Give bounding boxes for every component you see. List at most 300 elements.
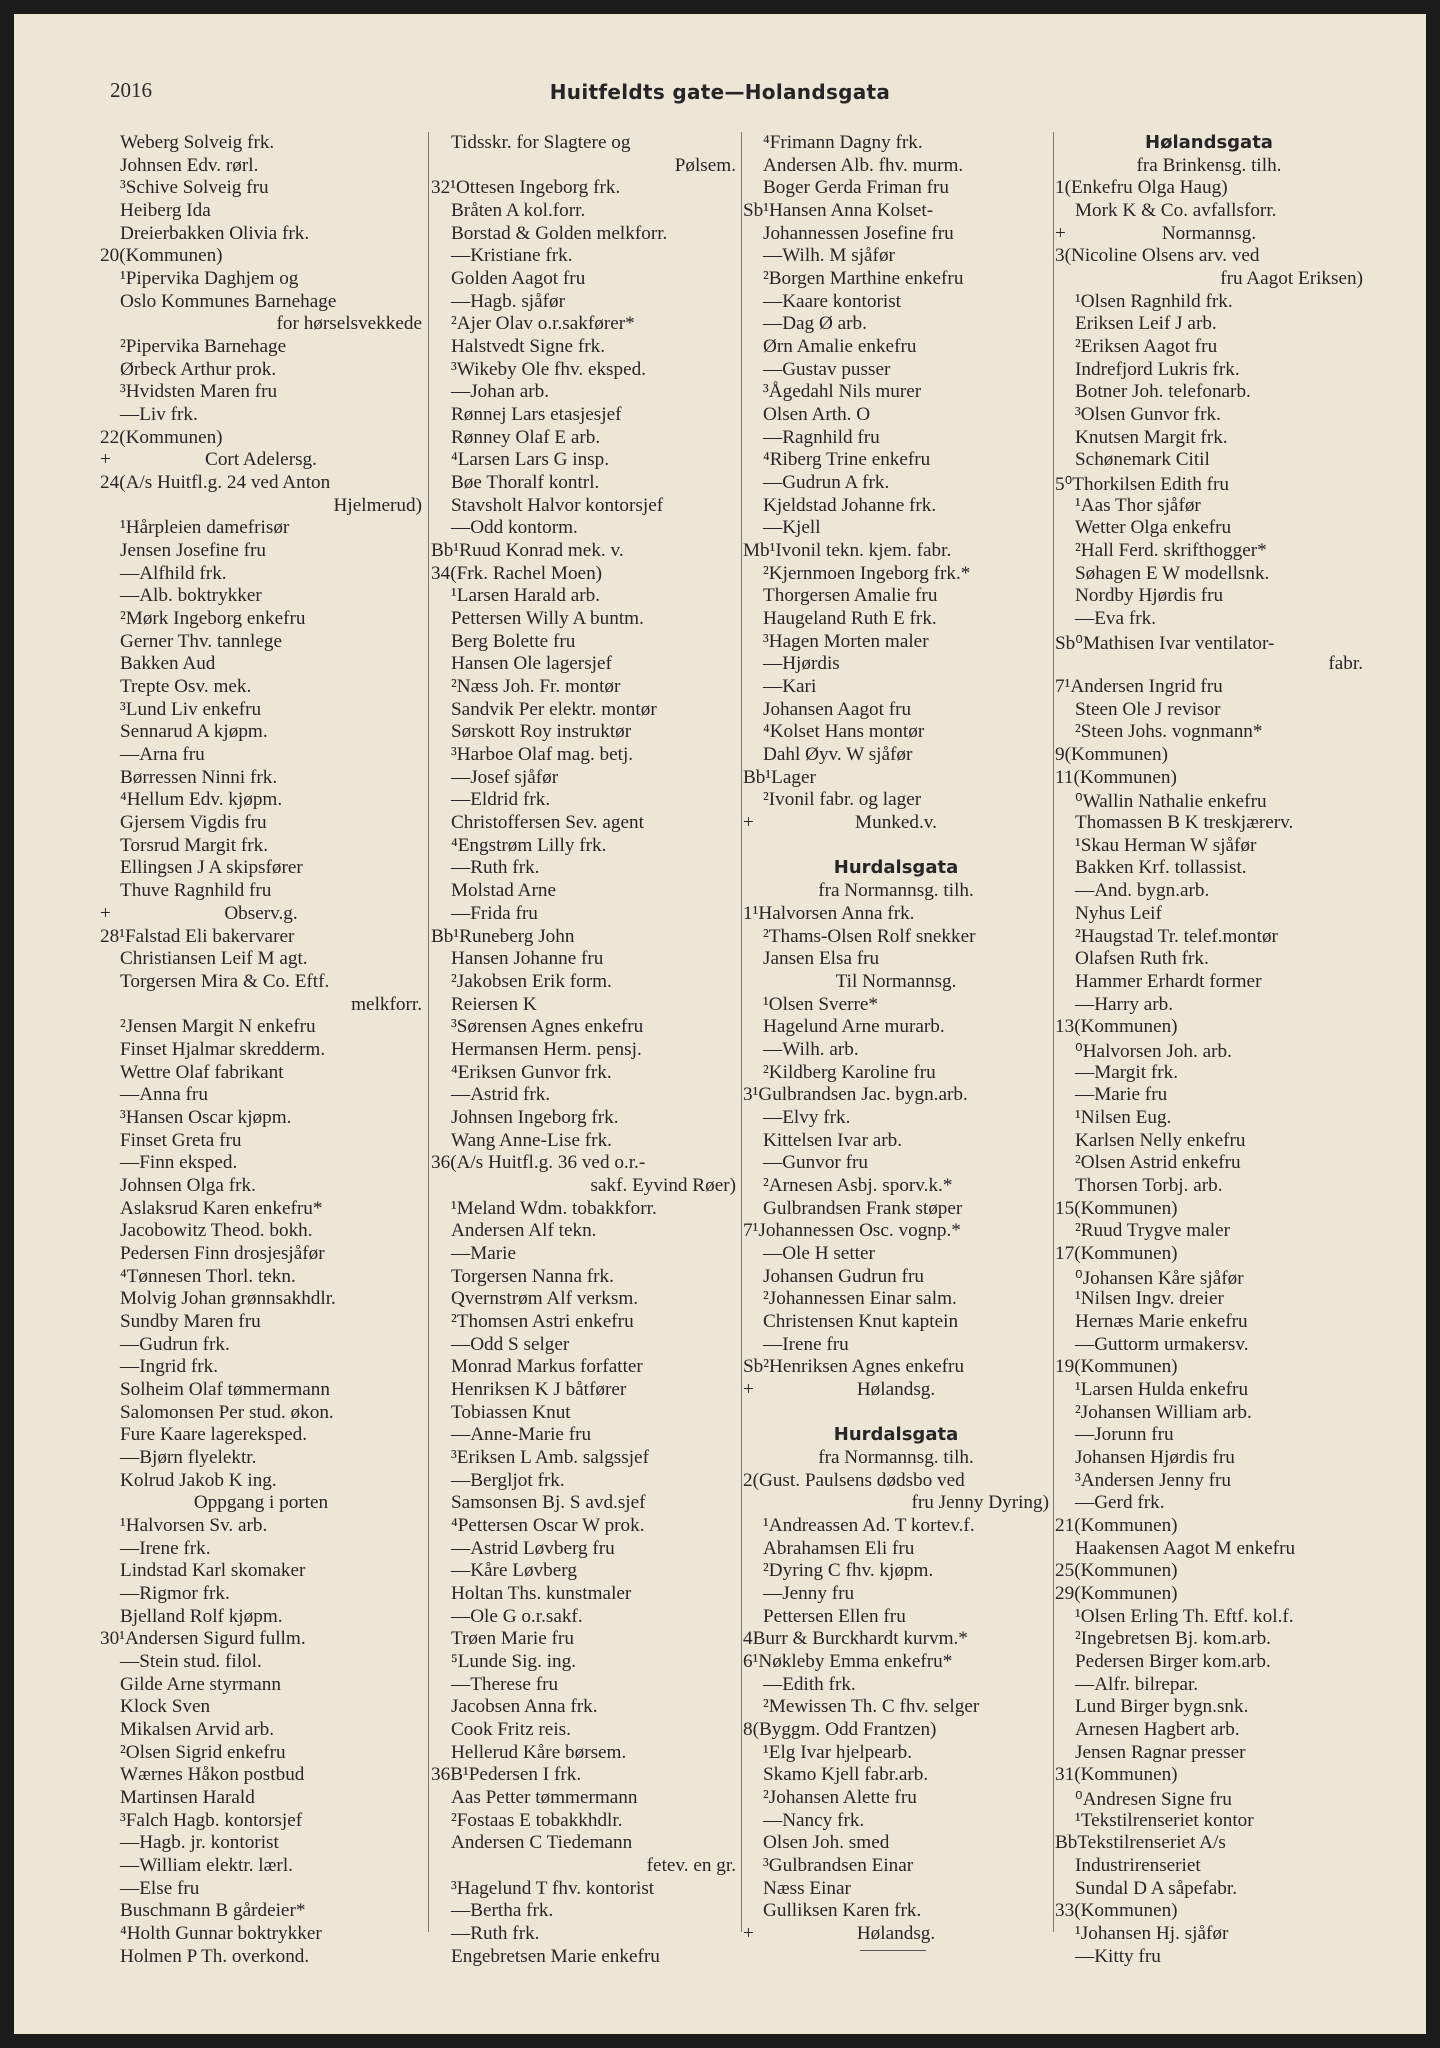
- entry-text: ³Harboe Olaf mag. betj.: [451, 744, 634, 766]
- directory-entry: [743, 903, 1049, 926]
- entry-text: ²Mørk Ingeborg enkefru: [120, 608, 306, 630]
- entry-text: ²Kjernmoen Ingeborg frk.*: [763, 562, 971, 584]
- entry-text: ²Jensen Margit N enkefru: [120, 1016, 316, 1038]
- directory-entry: [1055, 1266, 1363, 1289]
- directory-entry: [431, 608, 736, 631]
- directory-entry: [743, 1583, 1049, 1606]
- directory-entry: [100, 1039, 422, 1062]
- directory-entry: [100, 155, 422, 178]
- entry-text: Bøe Thoralf kontrl.: [451, 472, 600, 494]
- entry-text: ¹Halvorsen Sv. arb.: [120, 1514, 268, 1536]
- entry-text: —Josef sjåfør: [451, 766, 559, 788]
- directory-entry: [431, 472, 736, 495]
- street-cross-marker: +: [100, 902, 111, 924]
- directory-entry: [1055, 1016, 1363, 1039]
- directory-entry: [431, 1152, 736, 1175]
- directory-entry: [743, 1832, 1049, 1855]
- directory-entry: [431, 1447, 736, 1470]
- directory-entry: [1055, 1900, 1363, 1923]
- directory-entry: [100, 1719, 422, 1742]
- entry-text: Oppgang i porten: [193, 1492, 329, 1514]
- directory-entry: [1055, 1832, 1363, 1855]
- directory-entry: [431, 1107, 736, 1130]
- entry-text: ²Olsen Astrid enkefru: [1075, 1152, 1241, 1174]
- directory-entry: [431, 1923, 736, 1946]
- directory-entry: [1055, 1107, 1363, 1130]
- directory-entry: [100, 789, 422, 812]
- directory-entry: [1055, 313, 1363, 336]
- entry-text: ²Thomsen Astri enkefru: [451, 1310, 634, 1332]
- directory-entry: [431, 563, 736, 586]
- directory-entry: [100, 1583, 422, 1606]
- entry-text: ²Mewissen Th. C fhv. selger: [763, 1696, 980, 1718]
- directory-entry: [743, 223, 1049, 246]
- directory-entry: [743, 767, 1049, 790]
- entry-text: Falstad Eli bakervarer: [124, 925, 295, 947]
- entry-text: Hagelund Arne murarb.: [763, 1016, 945, 1038]
- directory-entry: [743, 540, 1049, 563]
- entry-text: Eriksen Leif J arb.: [1075, 313, 1217, 335]
- entry-text: —Eldrid frk.: [451, 789, 551, 811]
- directory-entry: [743, 1878, 1049, 1901]
- directory-entry: [743, 313, 1049, 336]
- entry-text: Olsen Arth. O: [763, 404, 871, 425]
- directory-entry: [743, 1900, 1049, 1923]
- entry-text: Torsrud Margit frk.: [120, 834, 269, 856]
- entry-text: Johnsen Ingeborg frk.: [451, 1106, 619, 1128]
- directory-entry: [431, 1356, 736, 1379]
- directory-entry: [743, 1288, 1049, 1311]
- entry-text: ³Ågedahl Nils murer: [763, 381, 922, 403]
- entry-text: Johansen Hjørdis fru: [1075, 1446, 1235, 1468]
- directory-entry: [1055, 1243, 1363, 1266]
- entry-text: Jensen Ragnar presser: [1075, 1741, 1246, 1763]
- entry-text: (Frk. Rachel Moen): [450, 562, 603, 584]
- entry-text: Hansen Johanne fru: [451, 948, 604, 970]
- directory-entry: [431, 835, 736, 858]
- entry-text: —Margit frk.: [1075, 1061, 1179, 1083]
- entry-text: ²Olsen Sigrid enkefru: [120, 1741, 286, 1763]
- entry-text: Buschmann B gårdeier*: [120, 1900, 306, 1922]
- entry-text: Boger Gerda Friman fru: [763, 177, 949, 199]
- street-cross-marker: +: [743, 1378, 754, 1400]
- entry-text: ²Steen Johs. vognmann*: [1075, 721, 1263, 743]
- entry-text: ⁴Frimann Dagny frk.: [763, 132, 923, 153]
- column-divider: [1053, 132, 1054, 1932]
- directory-entry: [100, 721, 422, 744]
- directory-entry: [743, 291, 1049, 314]
- entry-text: —Odd kontorm.: [451, 517, 578, 539]
- entry-text: —Liv frk.: [120, 404, 198, 425]
- entry-text: Christensen Knut kaptein: [763, 1310, 959, 1332]
- directory-entry: [100, 1832, 422, 1855]
- directory-entry: [743, 1651, 1049, 1674]
- house-number: 8: [743, 1718, 753, 1740]
- entry-text: Henriksen K J båtfører: [451, 1378, 627, 1400]
- house-number: 4: [743, 1628, 753, 1650]
- entry-text: Fure Kaare lagereksped.: [120, 1424, 307, 1446]
- directory-entry: [1055, 585, 1363, 608]
- directory-entry: [743, 1152, 1049, 1175]
- entry-text: ⁴Eriksen Gunvor frk.: [451, 1061, 612, 1083]
- entry-text: Ruud Konrad mek. v.: [459, 540, 624, 562]
- house-number: 28¹: [100, 925, 125, 947]
- entry-text: sakf. Eyvind Røer): [590, 1174, 736, 1196]
- house-number: Mb¹: [743, 540, 776, 562]
- directory-entry: [431, 1878, 736, 1901]
- directory-entry: [1055, 721, 1363, 744]
- directory-entry: [100, 1107, 422, 1130]
- directory-entry: [743, 631, 1049, 654]
- directory-entry: [743, 495, 1049, 518]
- directory-entry: [743, 359, 1049, 382]
- directory-entry: [1055, 200, 1363, 223]
- directory-entry: [431, 1742, 736, 1765]
- directory-entry: [100, 200, 422, 223]
- entry-text: —Kåre Løvberg: [451, 1560, 577, 1582]
- column-3: [743, 132, 1049, 1944]
- directory-entry: [431, 1039, 736, 1062]
- directory-entry: [100, 1900, 422, 1923]
- directory-entry: [100, 336, 422, 359]
- directory-entry: [100, 1130, 422, 1153]
- entry-text: Næss Einar: [763, 1877, 851, 1899]
- entry-text: ³Eriksen L Amb. salgssjef: [451, 1446, 649, 1468]
- directory-entry: [743, 1810, 1049, 1833]
- entry-text: —Marie: [451, 1242, 517, 1264]
- directory-entry: [431, 1084, 736, 1107]
- directory-entry: [431, 1674, 736, 1697]
- entry-text: Andersen Ingrid fru: [1070, 676, 1223, 698]
- directory-entry: [100, 585, 422, 608]
- directory-entry: [100, 223, 422, 246]
- entry-text: Hølandsg.: [856, 1922, 936, 1944]
- entry-text: —Kristiane frk.: [451, 245, 573, 267]
- directory-entry: [743, 177, 1049, 200]
- directory-entry: [431, 948, 736, 971]
- directory-entry: [431, 1832, 736, 1855]
- directory-entry: [431, 1379, 736, 1402]
- directory-entry: [431, 1243, 736, 1266]
- directory-entry: [100, 835, 422, 858]
- directory-entry: [100, 1311, 422, 1334]
- directory-entry: [431, 1311, 736, 1334]
- entry-text: ²Thams-Olsen Rolf snekker: [763, 925, 976, 947]
- directory-entry: [431, 1764, 736, 1787]
- directory-entry: [100, 1855, 422, 1878]
- entry-text: Børressen Ninni frk.: [120, 766, 278, 788]
- directory-entry: [100, 1084, 422, 1107]
- entry-text: Solheim Olaf tømmermann: [120, 1378, 330, 1400]
- directory-entry: [743, 1674, 1049, 1697]
- directory-entry: [743, 1243, 1049, 1266]
- entry-text: ³Wikeby Ole fhv. eksped.: [451, 358, 647, 380]
- entry-text: ¹Johansen Hj. sjåfør: [1075, 1922, 1229, 1944]
- entry-text: Johannessen Josefine fru: [763, 222, 954, 244]
- directory-entry: [100, 1560, 422, 1583]
- directory-entry: [743, 1696, 1049, 1719]
- directory-entry: [431, 291, 736, 314]
- directory-entry: [1055, 948, 1363, 971]
- house-number: 2: [743, 1469, 753, 1491]
- entry-text: Jacobsen Anna frk.: [451, 1696, 598, 1718]
- directory-entry: [431, 132, 736, 155]
- directory-entry: [743, 1560, 1049, 1583]
- entry-text: Nordby Hjørdis fru: [1075, 585, 1224, 607]
- entry-text: fra Brinkensg. tilh.: [1136, 154, 1282, 176]
- directory-entry: [743, 1379, 1049, 1402]
- directory-entry: [743, 608, 1049, 631]
- directory-entry: [743, 427, 1049, 450]
- directory-entry: [1055, 608, 1363, 631]
- entry-text: Christiansen Leif M agt.: [120, 948, 308, 970]
- directory-entry: [1055, 1538, 1363, 1561]
- directory-entry: [431, 1810, 736, 1833]
- entry-text: Sundal D A såpefabr.: [1075, 1877, 1238, 1899]
- directory-entry: [431, 1855, 736, 1878]
- entry-text: Golden Aagot fru: [451, 268, 586, 289]
- directory-entry: [431, 585, 736, 608]
- directory-entry: [743, 653, 1049, 676]
- directory-entry: [431, 699, 736, 722]
- directory-entry: [431, 1787, 736, 1810]
- entry-text: Tekstilrenseriet A/s: [1077, 1832, 1226, 1854]
- entry-text: (Kommunen): [1074, 1356, 1178, 1378]
- directory-entry: [743, 1130, 1049, 1153]
- entry-text: —Harry arb.: [1075, 993, 1174, 1015]
- entry-text: Salomonsen Per stud. økon.: [120, 1401, 334, 1423]
- directory-entry: [1055, 1062, 1363, 1085]
- house-number: Bb¹: [743, 766, 772, 788]
- entry-text: (Kommunen): [119, 426, 223, 448]
- directory-entry: [431, 1470, 736, 1493]
- entry-text: Bråten A kol.forr.: [451, 200, 586, 221]
- entry-text: —Gudrun A frk.: [763, 472, 890, 494]
- entry-text: Molvig Johan grønnsakhdlr.: [120, 1288, 336, 1310]
- entry-text: —Kaare kontorist: [763, 290, 902, 312]
- entry-text: —Finn eksped.: [120, 1152, 238, 1174]
- entry-text: Søhagen E W modellsnk.: [1075, 562, 1270, 584]
- entry-text: —Jenny fru: [763, 1582, 855, 1604]
- entry-text: ⁴Tønnesen Thorl. tekn.: [120, 1265, 296, 1287]
- directory-entry: [431, 1606, 736, 1629]
- directory-entry: [1055, 1379, 1363, 1402]
- entry-text: Steen Ole J revisor: [1075, 698, 1221, 720]
- column-2: [431, 132, 736, 1967]
- directory-entry: [431, 1492, 736, 1515]
- directory-entry: [1055, 789, 1363, 812]
- directory-entry: [100, 857, 422, 880]
- directory-entry: [743, 517, 1049, 540]
- entry-text: (Kommunen): [1073, 766, 1177, 788]
- entry-text: —Bertha frk.: [451, 1900, 554, 1922]
- house-number: 15: [1055, 1197, 1075, 1219]
- directory-entry: [100, 1198, 422, 1221]
- entry-text: ¹Elg Ivar hjelpearb.: [763, 1741, 913, 1763]
- entry-text: —And. bygn.arb.: [1075, 880, 1210, 902]
- entry-text: —Dag Ø arb.: [763, 313, 867, 335]
- entry-text: Bakken Aud: [120, 653, 216, 675]
- directory-entry: [431, 1402, 736, 1425]
- directory-entry: [743, 721, 1049, 744]
- directory-entry: [431, 1628, 736, 1651]
- entry-text: Johnsen Edv. rørl.: [120, 154, 259, 176]
- entry-text: ⁴Holth Gunnar boktrykker: [120, 1922, 322, 1944]
- entry-text: Qvernstrøm Alf verksm.: [451, 1288, 639, 1310]
- entry-text: Gerner Thv. tannlege: [120, 630, 282, 652]
- entry-text: ²Johansen William arb.: [1075, 1401, 1252, 1423]
- entry-text: Johansen Aagot fru: [763, 698, 912, 720]
- directory-entry: [100, 381, 422, 404]
- directory-entry: [1055, 1719, 1363, 1742]
- entry-text: Normannsg.: [1161, 222, 1257, 244]
- directory-entry: [100, 880, 422, 903]
- directory-entry: [1055, 563, 1363, 586]
- directory-entry: [1055, 404, 1363, 427]
- entry-text: Ørbeck Arthur prok.: [120, 358, 277, 380]
- directory-entry: [100, 1764, 422, 1787]
- directory-entry: [100, 1628, 422, 1651]
- entry-text: —Ole G o.r.sakf.: [451, 1605, 583, 1627]
- directory-entry: [431, 381, 736, 404]
- directory-entry: [100, 1243, 422, 1266]
- directory-entry: [1055, 449, 1363, 472]
- entry-text: melkforr.: [351, 993, 422, 1015]
- directory-entry: [100, 268, 422, 291]
- directory-entry: [743, 1538, 1049, 1561]
- directory-entry: [1055, 1764, 1363, 1787]
- entry-text: —Ruth frk.: [451, 1922, 540, 1944]
- entry-text: fra Normannsg. tilh.: [818, 1446, 974, 1468]
- entry-text: Cook Fritz reis.: [451, 1718, 571, 1740]
- entry-text: Haugeland Ruth E frk.: [763, 608, 937, 630]
- directory-entry: [100, 245, 422, 268]
- house-number: 32¹: [431, 177, 456, 199]
- entry-text: (A/s Huitfl.g. 24 ved Anton: [119, 472, 331, 494]
- entry-text: —Kari: [763, 676, 817, 698]
- directory-entry: [743, 1447, 1049, 1470]
- entry-text: Cort Adelersg.: [205, 449, 317, 471]
- directory-entry: [100, 1016, 422, 1039]
- directory-entry: [100, 608, 422, 631]
- street-heading: Hølandsgata: [1145, 132, 1273, 153]
- house-number: 24: [100, 472, 120, 494]
- entry-text: ⁰Halvorsen Joh. arb.: [1075, 1040, 1232, 1062]
- directory-entry: [100, 631, 422, 654]
- directory-entry: [743, 1039, 1049, 1062]
- entry-text: —Hjørdis: [763, 653, 840, 675]
- directory-entry: [431, 1696, 736, 1719]
- entry-text: ³Olsen Gunvor frk.: [1075, 404, 1221, 425]
- entry-text: Trepte Osv. mek.: [120, 676, 252, 698]
- entry-text: Hellerud Kåre børsem.: [451, 1741, 627, 1763]
- house-number: 1: [1055, 177, 1065, 199]
- directory-entry: [100, 1356, 422, 1379]
- directory-entry: [743, 676, 1049, 699]
- entry-text: Pettersen Ellen fru: [763, 1605, 906, 1627]
- entry-text: Weberg Solveig frk.: [120, 132, 275, 153]
- entry-text: ¹Meland Wdm. tobakkforr.: [451, 1197, 657, 1219]
- column-4: [1055, 132, 1363, 1967]
- directory-entry: [1055, 903, 1363, 926]
- entry-text: Mikalsen Arvid arb.: [120, 1718, 275, 1740]
- entry-text: —Kjell: [763, 517, 821, 539]
- entry-text: Thorsen Torbj. arb.: [1075, 1174, 1223, 1196]
- entry-text: —Alfr. bilrepar.: [1075, 1673, 1199, 1695]
- entry-text: fra Normannsg. tilh.: [818, 880, 974, 902]
- entry-text: —Bjørn flyelektr.: [120, 1446, 257, 1468]
- entry-text: Pedersen Birger kom.arb.: [1075, 1650, 1271, 1672]
- entry-text: —Hagb. sjåfør: [451, 290, 566, 312]
- house-number: 25: [1055, 1560, 1075, 1582]
- entry-text: ²Ingebretsen Bj. kom.arb.: [1075, 1628, 1271, 1650]
- entry-text: Haakensen Aagot M enkefru: [1075, 1537, 1296, 1559]
- directory-entry: [1055, 1447, 1363, 1470]
- entry-text: (Byggm. Odd Frantzen): [752, 1718, 937, 1740]
- directory-entry: [743, 472, 1049, 495]
- directory-entry: [431, 971, 736, 994]
- entry-text: —Gerd frk.: [1075, 1492, 1165, 1514]
- directory-entry: [1055, 1515, 1363, 1538]
- entry-text: Schønemark Citil: [1075, 449, 1210, 471]
- house-number: 30¹: [100, 1628, 125, 1650]
- directory-entry: [431, 653, 736, 676]
- entry-text: ²Ruud Trygve maler: [1075, 1220, 1230, 1242]
- directory-entry: [431, 336, 736, 359]
- entry-text: Mathisen Ivar ventilator-: [1082, 632, 1275, 654]
- directory-entry: [743, 1606, 1049, 1629]
- directory-entry: [1055, 1039, 1363, 1062]
- entry-text: ¹Andreassen Ad. T kortev.f.: [763, 1514, 975, 1536]
- entry-text: Andersen Alb. fhv. murm.: [763, 154, 964, 176]
- entry-text: Kolrud Jakob K ing.: [120, 1469, 277, 1491]
- entry-text: —Rigmor frk.: [120, 1582, 230, 1604]
- entry-text: —Hagb. jr. kontorist: [120, 1832, 279, 1854]
- entry-text: Hermansen Herm. pensj.: [451, 1038, 642, 1060]
- directory-entry: [431, 495, 736, 518]
- directory-entry: [100, 1334, 422, 1357]
- directory-entry: [100, 177, 422, 200]
- entry-text: (Kommunen): [1074, 1900, 1178, 1922]
- entry-text: ⁰Wallin Nathalie enkefru: [1075, 791, 1267, 813]
- house-number: Sb⁰: [1055, 632, 1083, 654]
- entry-text: Indrefjord Lukris frk.: [1075, 358, 1240, 380]
- entry-text: ¹Pipervika Daghjem og: [120, 268, 299, 289]
- house-number: 6¹: [743, 1650, 759, 1672]
- directory-entry: [100, 1470, 422, 1493]
- directory-entry: [100, 1492, 422, 1515]
- directory-entry: [743, 336, 1049, 359]
- entry-text: Tobiassen Knut: [451, 1401, 571, 1423]
- entry-text: Holmen P Th. overkond.: [120, 1945, 310, 1967]
- entry-text: ²Ivonil fabr. og lager: [763, 789, 922, 811]
- directory-entry: [743, 994, 1049, 1017]
- directory-entry: [743, 404, 1049, 427]
- directory-entry: [100, 812, 422, 835]
- directory-entry: [1055, 812, 1363, 835]
- entry-text: ³Hagen Morten maler: [763, 630, 929, 652]
- entry-text: Gulliksen Karen frk.: [763, 1900, 922, 1922]
- directory-entry: [1055, 1674, 1363, 1697]
- directory-entry: [1055, 1470, 1363, 1493]
- entry-text: Berg Bolette fru: [451, 630, 576, 652]
- directory-entry: [743, 1356, 1049, 1379]
- directory-entry: [743, 789, 1049, 812]
- entry-text: Pettersen Willy A buntm.: [451, 608, 644, 630]
- house-number: 7¹: [743, 1220, 759, 1242]
- entry-text: (Kommunen): [1074, 1197, 1178, 1219]
- directory-entry: [743, 1062, 1049, 1085]
